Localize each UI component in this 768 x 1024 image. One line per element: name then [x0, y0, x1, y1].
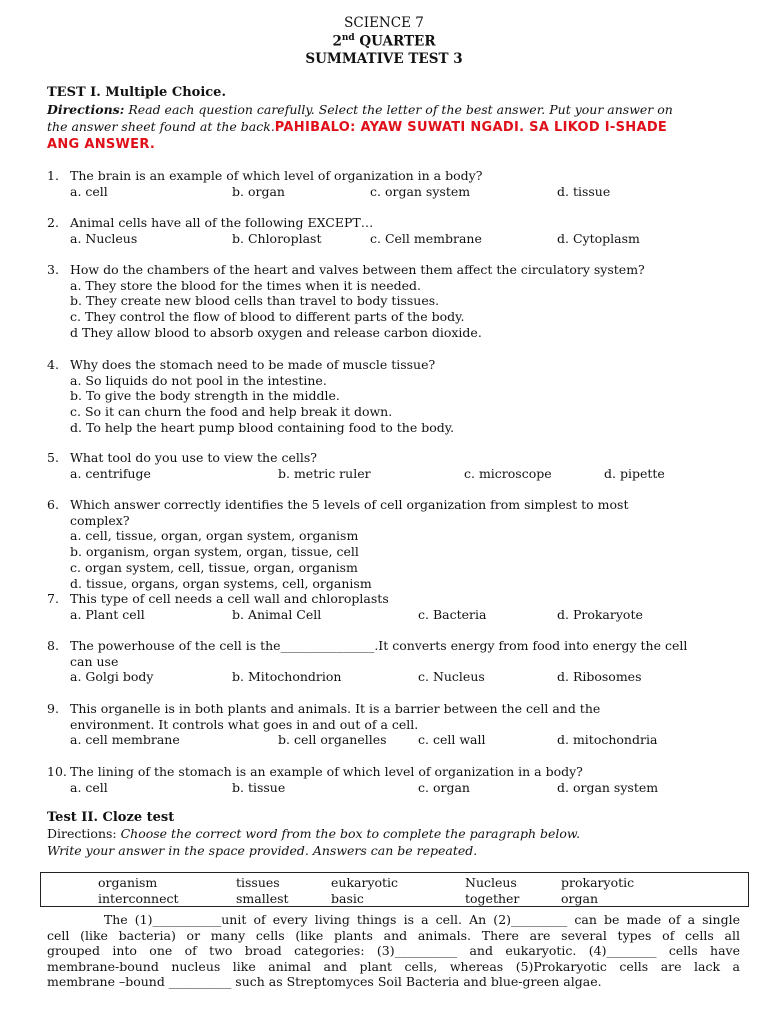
test2-heading: Test II. Cloze test	[47, 810, 175, 825]
answer-option: d. Cytoplasm	[557, 230, 640, 246]
word-option: organism	[98, 875, 158, 890]
test-title: SUMMATIVE TEST 3	[305, 51, 463, 67]
question-number: 1.	[47, 168, 59, 183]
word-option: interconnect	[98, 890, 179, 906]
answer-option: c. cell wall	[418, 732, 486, 748]
answer-option: c. organ system	[370, 183, 471, 199]
answer-choice: b. They create new blood cells than travel to body tissues.	[70, 293, 440, 309]
question-text: This type of cell needs a cell wall and chloroplasts	[70, 591, 389, 606]
answer-choice: d. To help the heart pump blood containing food to the body.	[70, 419, 455, 435]
answer-option: b. organ	[232, 183, 285, 199]
answer-option: c. Bacteria	[418, 606, 487, 622]
test1-directions-line2: the answer sheet found at the back.PAHIBALO: AYAW SUWATI NGADI. SA LIKOD I-SHADE	[47, 119, 668, 135]
question-text: The powerhouse of the cell is the_______________.It converts energy from food into energy the cell	[70, 638, 688, 653]
test1-directions-line3	[47, 136, 155, 152]
question-number: 3.	[47, 262, 59, 277]
question-text: Animal cells have all of the following EXCEPT…	[70, 215, 374, 230]
subject-title: SCIENCE 7	[344, 15, 424, 31]
question-text: How do the chambers of the heart and valves between them affect the circulatory system?	[70, 262, 645, 277]
question-text: This organelle is in both plants and animals. It is a barrier between the cell and the	[70, 701, 601, 716]
answer-option: d. Ribosomes	[557, 669, 642, 685]
answer-option: c. microscope	[464, 465, 552, 481]
answer-option: b. Animal Cell	[232, 606, 322, 622]
note-red: PAHIBALO: AYAW SUWATI NGADI. SA LIKOD I-SHADE	[274, 120, 668, 135]
word-option: organ	[561, 890, 599, 906]
answer-option: c. Cell membrane	[370, 230, 482, 246]
cloze-paragraph	[47, 912, 740, 990]
question-text: The lining of the stomach is an example of which level of organization in a body?	[70, 764, 583, 779]
answer-option: a. Golgi body	[70, 669, 154, 685]
answer-option: d. Prokaryote	[557, 606, 643, 622]
word-option: tissues	[236, 875, 280, 890]
question-number: 10.	[47, 764, 67, 779]
test1-directions-line1: Directions: Read each question carefully. Select the letter of the best answer. Put your answer on	[47, 102, 673, 117]
answer-choice: c. They control the flow of blood to different parts of the body.	[70, 309, 465, 325]
answer-option: a. Plant cell	[70, 606, 145, 622]
answer-option: d. pipette	[604, 465, 665, 481]
question-number: 4.	[47, 357, 59, 372]
note-red-2: ANG ANSWER.	[47, 137, 156, 152]
question-text: can use	[70, 653, 119, 669]
answer-choice: a. So liquids do not pool in the intestine.	[70, 372, 327, 388]
question-number: 2.	[47, 215, 59, 230]
answer-option: b. metric ruler	[278, 465, 371, 481]
paragraph-line: membrane –bound __________ such as Streptomyces Soil Bacteria and blue-green algae.	[47, 974, 602, 990]
answer-choice: c. So it can churn the food and help break it down.	[70, 404, 393, 420]
answer-option: a. cell membrane	[70, 732, 180, 748]
word-box	[40, 872, 749, 907]
question-text: What tool do you use to view the cells?	[70, 450, 317, 465]
word-option: Nucleus	[465, 875, 517, 890]
question-number: 7.	[47, 591, 59, 606]
answer-choice: b. organism, organ system, organ, tissue, cell	[70, 544, 359, 560]
question-text: complex?	[70, 512, 130, 528]
test2-directions-line2: Write your answer in the space provided. Answers can be repeated.	[47, 843, 478, 858]
answer-option: a. centrifuge	[70, 465, 151, 481]
question-text: environment. It controls what goes in and out of a cell.	[70, 716, 419, 732]
test2-directions-line1: Directions: Choose the correct word from the box to complete the paragraph below.	[47, 826, 581, 841]
word-option: eukaryotic	[331, 875, 399, 890]
paragraph-line: grouped into one of two broad categories: (3)__________ and eukaryotic. (4)________ cells have	[47, 943, 740, 959]
answer-option: b. Mitochondrion	[232, 669, 342, 685]
answer-option: a. Nucleus	[70, 230, 138, 246]
answer-option: d. organ system	[557, 779, 659, 795]
paragraph-line: cell (like bacteria) or many cells (like plants and animals. There are several types of cells all	[47, 927, 740, 943]
paragraph-line: The (1)___________unit of every living things is a cell. An (2)_________ can be made of a single	[47, 912, 740, 927]
paragraph-line: membrane-bound nucleus like animal and plant cells, whereas (5)Prokaryotic cells are lack a	[47, 958, 740, 974]
question-number: 9.	[47, 701, 59, 716]
answer-option: b. tissue	[232, 779, 286, 795]
question-text: The brain is an example of which level of organization in a body?	[70, 168, 483, 183]
answer-option: b. Chloroplast	[232, 230, 322, 246]
test1-heading: TEST I. Multiple Choice.	[47, 85, 226, 100]
answer-choice: d. tissue, organs, organ systems, cell, organism	[70, 575, 372, 591]
word-option: basic	[331, 890, 364, 906]
question-text: Why does the stomach need to be made of muscle tissue?	[70, 357, 436, 372]
answer-option: d. mitochondria	[557, 732, 658, 748]
question-number: 6.	[47, 497, 59, 512]
answer-option: d. tissue	[557, 183, 611, 199]
answer-choice: d They allow blood to absorb oxygen and release carbon dioxide.	[70, 324, 482, 340]
answer-choice: c. organ system, cell, tissue, organ, organism	[70, 559, 358, 575]
answer-option: b. cell organelles	[278, 732, 387, 748]
word-option: prokaryotic	[561, 875, 635, 890]
question-text: Which answer correctly identifies the 5 levels of cell organization from simplest to most	[70, 497, 629, 512]
word-option: smallest	[236, 890, 289, 906]
answer-option: c. organ	[418, 779, 470, 795]
answer-choice: b. To give the body strength in the middle.	[70, 388, 340, 404]
word-option: together	[465, 890, 520, 906]
answer-choice: a. They store the blood for the times when it is needed.	[70, 277, 421, 293]
answer-option: c. Nucleus	[418, 669, 485, 685]
question-number: 5.	[47, 450, 59, 465]
answer-option: a. cell	[70, 183, 108, 199]
answer-choice: a. cell, tissue, organ, organ system, organism	[70, 528, 359, 544]
quarter-title: 2nd QUARTER	[332, 33, 436, 50]
question-number: 8.	[47, 638, 59, 653]
answer-option: a. cell	[70, 779, 108, 795]
